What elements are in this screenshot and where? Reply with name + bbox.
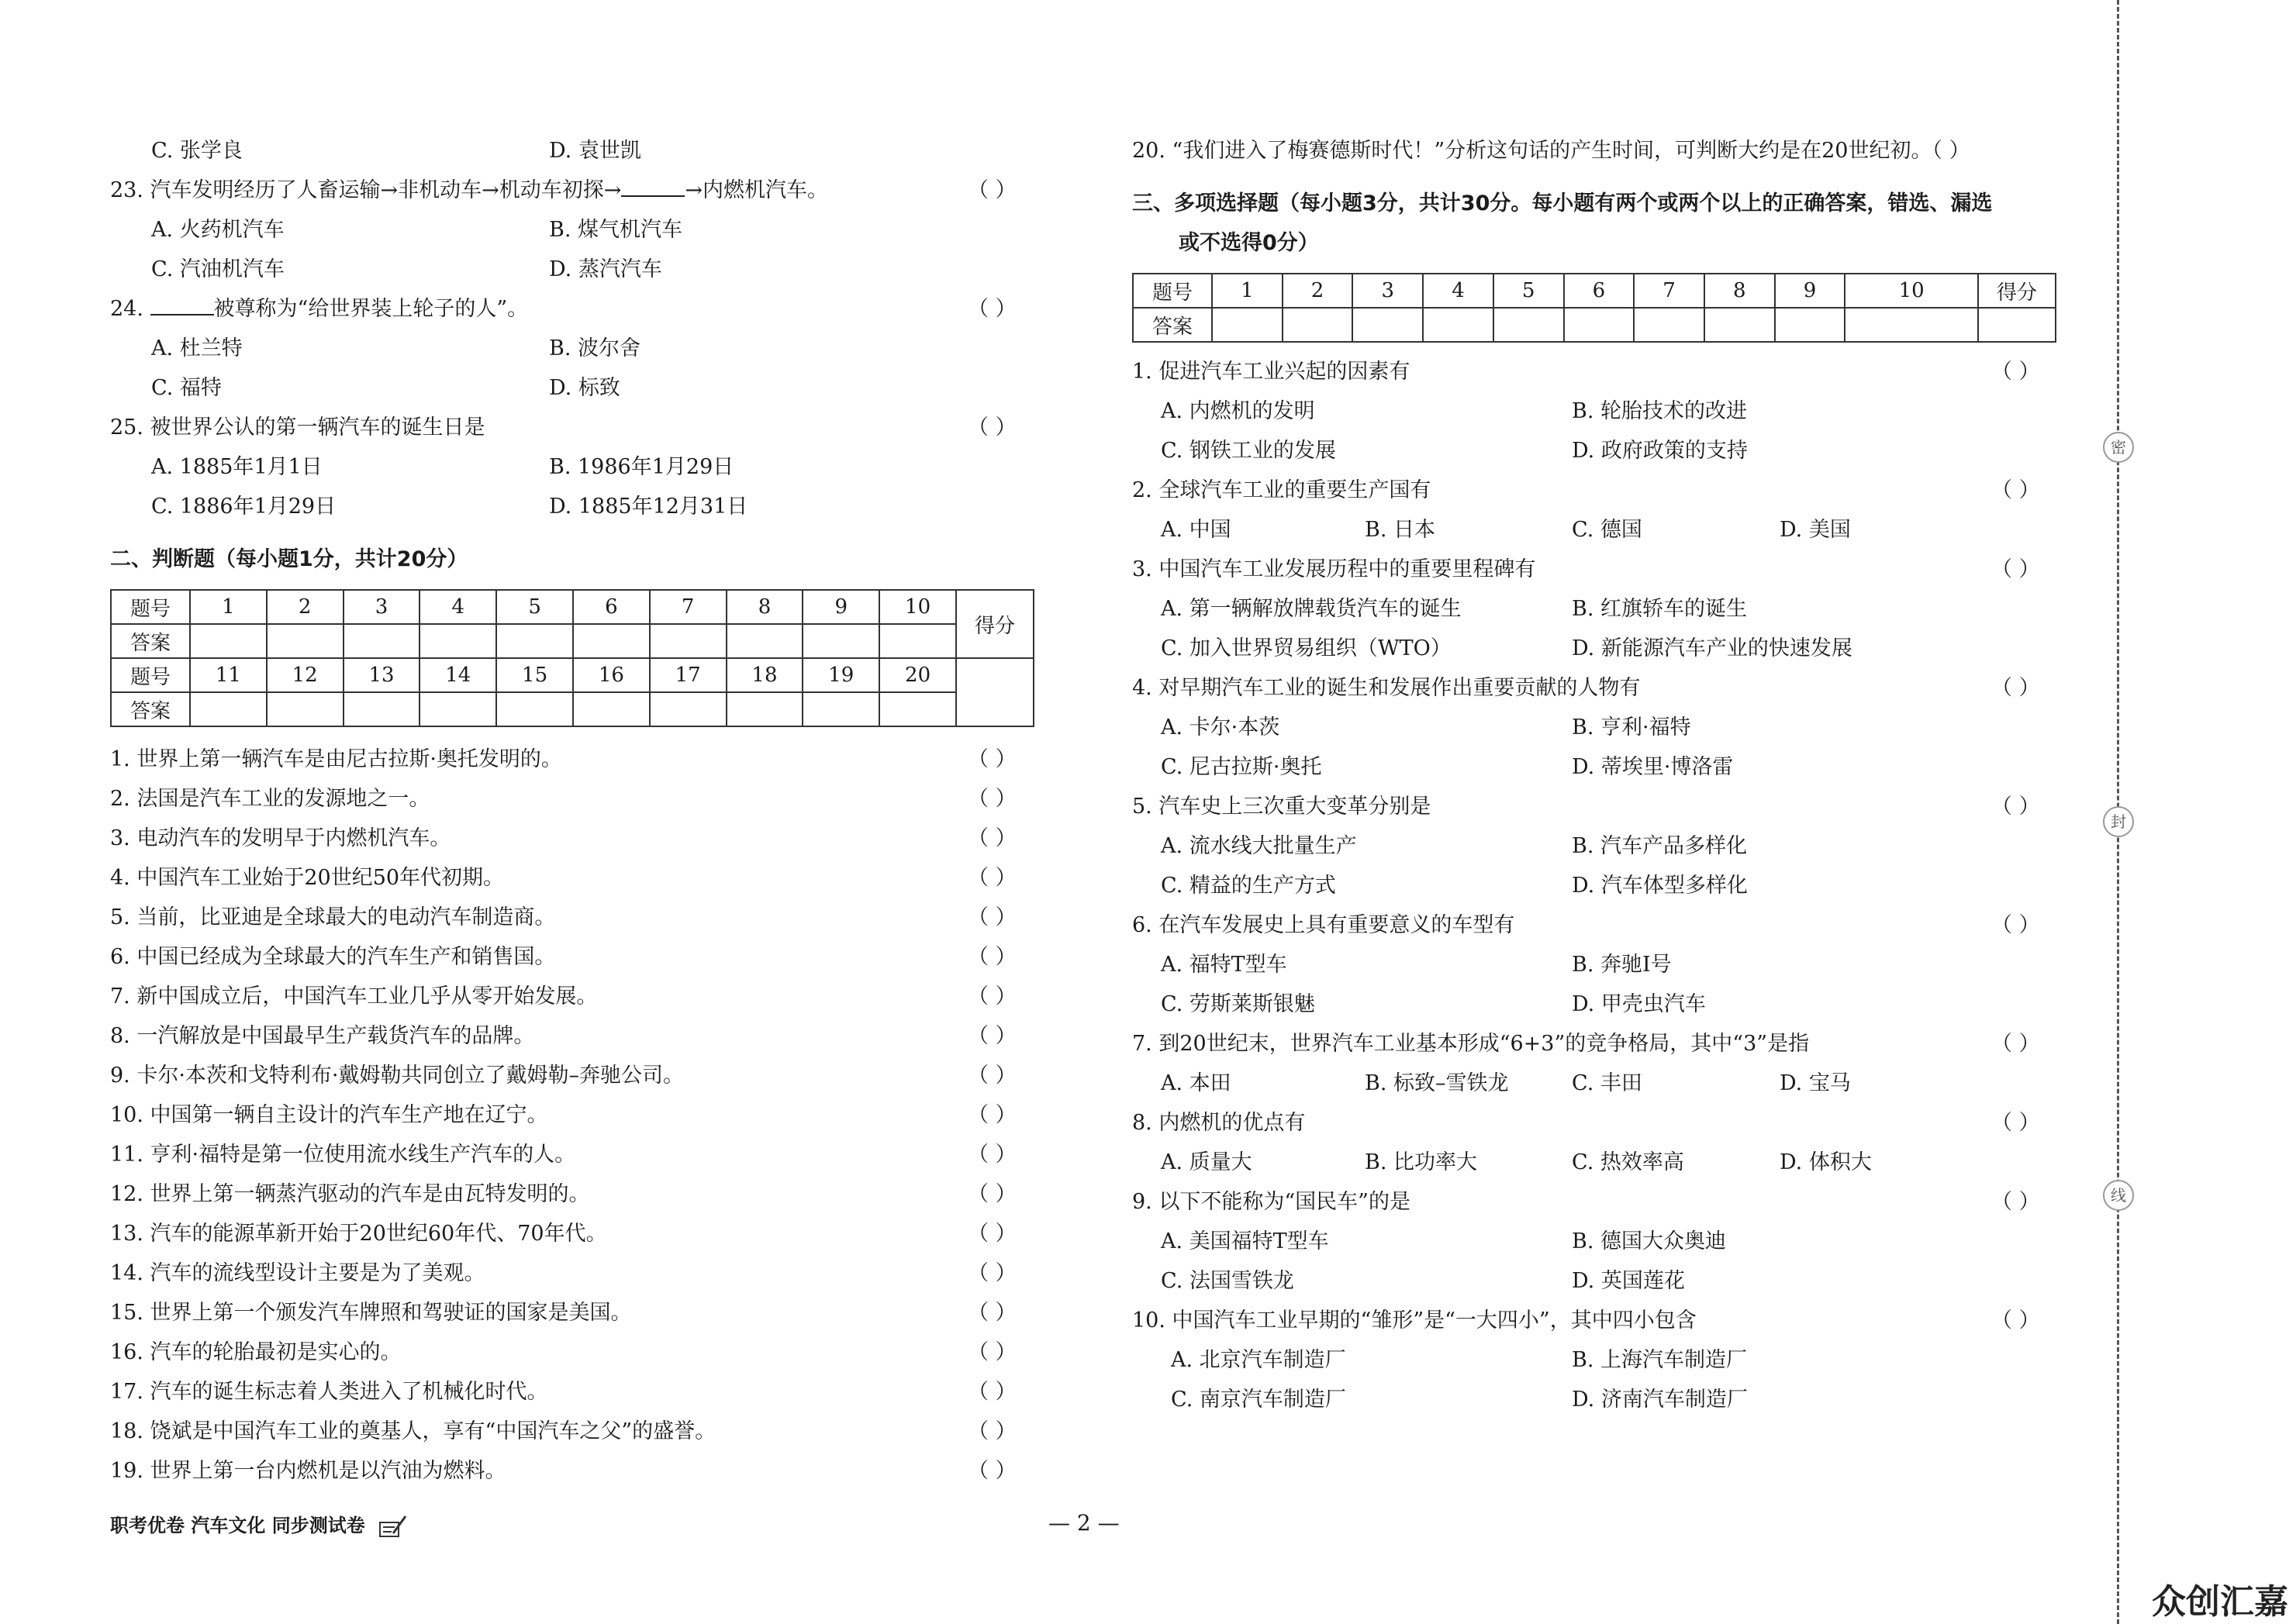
table-cell: 5 — [1493, 274, 1564, 308]
mq-option: D. 汽车体型多样化 — [1572, 874, 1748, 898]
mq-question: 10. 中国汽车工业早期的“雏形”是“一大四小”，其中四小包含 — [1132, 1309, 1697, 1333]
answer-cell[interactable] — [727, 624, 803, 658]
answer-paren[interactable]: （ ） — [1991, 676, 2040, 700]
table-cell: 3 — [344, 590, 420, 624]
answer-cell[interactable] — [344, 624, 420, 658]
answer-cell[interactable] — [1845, 308, 1978, 342]
mq-option: B. 比功率大 — [1365, 1150, 1478, 1174]
judgment-item: 7. 新中国成立后，中国汽车工业几乎从零开始发展。 — [110, 984, 598, 1009]
prev-option-c: C. 张学良 — [151, 139, 243, 163]
answer-cell[interactable] — [1423, 308, 1493, 342]
table-cell: 10 — [879, 590, 956, 624]
q24-option-b: B. 波尔舍 — [549, 336, 641, 360]
table-header-cell: 题号 — [111, 658, 190, 692]
mq-option: C. 加入世界贸易组织（WTO） — [1161, 636, 1452, 660]
table-cell: 1 — [1212, 274, 1283, 308]
table-cell: 14 — [419, 658, 496, 692]
mq-option: D. 蒂埃里·博洛雷 — [1572, 755, 1734, 779]
answer-cell[interactable] — [1493, 308, 1564, 342]
table-header-cell: 题号 — [111, 590, 190, 624]
mq-option: A. 中国 — [1161, 518, 1231, 542]
mq-option: B. 轮胎技术的改进 — [1572, 399, 1748, 423]
table-cell: 20 — [879, 658, 956, 692]
mq-option: C. 热效率高 — [1572, 1150, 1684, 1174]
answer-paren[interactable]: （ ） — [968, 1459, 1017, 1483]
mq-option: A. 卡尔·本茨 — [1161, 715, 1280, 740]
mq-question: 8. 内燃机的优点有 — [1132, 1111, 1306, 1135]
judgment-item: 5. 当前，比亚迪是全球最大的电动汽车制造商。 — [110, 905, 556, 929]
mq-question: 6. 在汽车发展史上具有重要意义的车型有 — [1132, 913, 1515, 937]
answer-cell[interactable] — [1775, 308, 1845, 342]
judgment-item: 1. 世界上第一辆汽车是由尼古拉斯·奥托发明的。 — [110, 747, 562, 771]
mq-option: C. 劳斯莱斯银魅 — [1161, 992, 1315, 1016]
answer-paren[interactable]: （ ） — [1991, 1190, 2040, 1214]
seal-mark: 密 — [2103, 432, 2134, 463]
prev-option-d: D. 袁世凯 — [549, 139, 641, 163]
answer-cell[interactable] — [1564, 308, 1635, 342]
answer-paren[interactable]: （ ） — [968, 747, 1017, 771]
answer-paren[interactable]: （ ） — [1991, 478, 2040, 502]
table-cell: 16 — [573, 658, 650, 692]
mq-question: 7. 到20世纪末，世界汽车工业基本形成“6+3”的竞争格局，其中“3”是指 — [1132, 1032, 1810, 1056]
mq-option: D. 宝马 — [1780, 1071, 1851, 1095]
mq-option: C. 德国 — [1572, 518, 1642, 542]
answer-paren[interactable]: （ ） — [968, 1143, 1017, 1167]
mq-option: B. 奔驰Ⅰ号 — [1572, 953, 1672, 977]
table-row — [111, 590, 1034, 624]
judgment-item: 17. 汽车的诞生标志着人类进入了机械化时代。 — [110, 1380, 548, 1404]
table-cell: 12 — [267, 658, 344, 692]
answer-paren[interactable]: （ ） — [968, 1222, 1017, 1246]
answer-paren[interactable]: （ ） — [968, 866, 1017, 890]
mq-question: 1. 促进汽车工业兴起的因素有 — [1132, 360, 1410, 384]
answer-paren[interactable]: （ ） — [968, 1301, 1017, 1325]
section-2-title: 二、判断题（每小题1分，共计20分） — [110, 547, 468, 571]
table-cell: 6 — [573, 590, 650, 624]
mq-option: B. 亨利·福特 — [1572, 715, 1691, 740]
q24-option-c: C. 福特 — [151, 376, 222, 400]
mq-option: C. 丰田 — [1572, 1071, 1642, 1095]
answer-cell[interactable] — [573, 692, 650, 726]
table-header-cell: 答案 — [1133, 308, 1212, 342]
mq-question: 3. 中国汽车工业发展历程中的重要里程碑有 — [1132, 557, 1536, 581]
mq-option: D. 体积大 — [1780, 1150, 1872, 1174]
table-cell: 13 — [344, 658, 420, 692]
table-cell: 10 — [1845, 274, 1978, 308]
judgment-item: 2. 法国是汽车工业的发源地之一。 — [110, 787, 430, 811]
answer-cell[interactable] — [267, 692, 344, 726]
mq-option: D. 济南汽车制造厂 — [1572, 1388, 1748, 1412]
answer-paren[interactable]: （ ） — [968, 905, 1017, 929]
q25-option-b: B. 1986年1月29日 — [549, 455, 734, 479]
answer-cell[interactable] — [419, 692, 496, 726]
answer-paren[interactable]: （ ） — [968, 1419, 1017, 1443]
answer-paren[interactable]: （ ） — [968, 1024, 1017, 1048]
mq-option: D. 新能源汽车产业的快速发展 — [1572, 636, 1852, 660]
answer-paren[interactable]: （ ） — [1991, 1309, 2040, 1333]
mq-option: B. 日本 — [1365, 518, 1436, 542]
answer-cell[interactable] — [727, 692, 803, 726]
mq-option: A. 美国福特T型车 — [1161, 1229, 1329, 1253]
answer-cell[interactable] — [496, 692, 573, 726]
mq-option: A. 本田 — [1161, 1071, 1231, 1095]
answer-cell[interactable] — [419, 624, 496, 658]
score-label: 得分 — [1978, 274, 2056, 308]
score-cell[interactable] — [956, 658, 1034, 726]
mq-option: D. 英国莲花 — [1572, 1269, 1685, 1293]
mq-option: D. 政府政策的支持 — [1572, 439, 1748, 463]
table-cell: 2 — [1283, 274, 1353, 308]
mq-option: A. 质量大 — [1161, 1150, 1252, 1174]
answer-paren[interactable]: （ ） — [968, 1064, 1017, 1088]
judgment-item: 18. 饶斌是中国汽车工业的奠基人，享有“中国汽车之父”的盛誉。 — [110, 1419, 716, 1443]
q24-option-d: D. 标致 — [549, 376, 620, 400]
answer-paren[interactable]: （ ） — [968, 1103, 1017, 1127]
answer-cell[interactable] — [1704, 308, 1775, 342]
watermark-logo: 众创汇嘉 — [2152, 1582, 2288, 1622]
answer-paren[interactable]: （ ） — [1991, 795, 2040, 819]
judgment-item: 13. 汽车的能源革新开始于20世纪60年代、70年代。 — [110, 1222, 607, 1246]
answer-paren[interactable]: （ ） — [968, 1380, 1017, 1404]
answer-cell[interactable] — [650, 692, 727, 726]
answer-cell[interactable] — [190, 624, 267, 658]
multichoice-answer-table — [1132, 273, 2056, 343]
table-row — [111, 692, 1034, 726]
table-cell: 19 — [803, 658, 879, 692]
mq-option: B. 标致–雪铁龙 — [1365, 1071, 1509, 1095]
q25-option-c: C. 1886年1月29日 — [151, 495, 337, 519]
table-cell: 9 — [803, 590, 879, 624]
question-25: 25. 被世界公认的第一辆汽车的诞生日是 — [110, 415, 485, 440]
mq-option: D. 美国 — [1780, 518, 1851, 542]
answer-cell[interactable] — [1283, 308, 1353, 342]
table-cell: 5 — [496, 590, 573, 624]
table-row — [1133, 274, 2056, 308]
answer-cell[interactable] — [267, 624, 344, 658]
table-row — [111, 624, 1034, 658]
answer-paren[interactable]: （ ） — [968, 826, 1017, 850]
mq-option: C. 精益的生产方式 — [1161, 874, 1336, 898]
mq-option: C. 南京汽车制造厂 — [1171, 1388, 1346, 1412]
answer-paren[interactable]: （ ） — [1991, 1111, 2040, 1135]
judgment-item: 4. 中国汽车工业始于20世纪50年代初期。 — [110, 866, 505, 890]
answer-paren[interactable]: （ ） — [1991, 557, 2040, 581]
table-cell: 4 — [1423, 274, 1493, 308]
question-20: 20. “我们进入了梅赛德斯时代！”分析这句话的产生时间，可判断大约是在20世纪初。（ ） — [1132, 139, 1970, 163]
answer-cell[interactable] — [496, 624, 573, 658]
table-header-cell: 题号 — [1133, 274, 1212, 308]
answer-paren[interactable]: （ ） — [968, 945, 1017, 969]
fill-blank[interactable] — [621, 177, 685, 197]
table-cell: 11 — [190, 658, 267, 692]
table-cell: 9 — [1775, 274, 1845, 308]
fill-blank[interactable] — [150, 295, 214, 315]
answer-paren[interactable]: （ ） — [968, 297, 1017, 321]
q25-option-a: A. 1885年1月1日 — [151, 455, 323, 479]
mq-question: 2. 全球汽车工业的重要生产国有 — [1132, 478, 1431, 502]
answer-cell[interactable] — [1212, 308, 1283, 342]
table-cell: 8 — [727, 590, 803, 624]
q23-option-d: D. 蒸汽汽车 — [549, 257, 662, 281]
table-cell: 15 — [496, 658, 573, 692]
question-23: 23. 汽车发明经历了人畜运输→非机动车→机动车初探→ →内燃机汽车。 — [110, 178, 829, 202]
mq-option: C. 钢铁工业的发展 — [1161, 439, 1336, 463]
table-cell: 6 — [1564, 274, 1635, 308]
answer-paren[interactable]: （ ） — [968, 984, 1017, 1009]
page-number: — 2 — — [1048, 1510, 1120, 1536]
table-row — [111, 658, 1034, 692]
answer-cell[interactable] — [879, 692, 956, 726]
footer-series-title: 职考优卷 汽车文化 同步测试卷 — [110, 1510, 409, 1540]
q24-option-a: A. 杜兰特 — [151, 336, 243, 360]
score-label: 得分 — [956, 590, 1034, 658]
table-cell: 18 — [727, 658, 803, 692]
mq-question: 9. 以下不能称为“国民车”的是 — [1132, 1190, 1410, 1214]
table-cell: 2 — [267, 590, 344, 624]
mq-option: B. 汽车产品多样化 — [1572, 834, 1748, 858]
section-3-title: 三、多项选择题（每小题3分，共计30分。每小题有两个或两个以上的正确答案，错选、漏选 — [1132, 191, 1993, 215]
seal-mark: 线 — [2103, 1180, 2134, 1211]
score-cell[interactable] — [1978, 308, 2056, 342]
judgment-item: 19. 世界上第一台内燃机是以汽油为燃料。 — [110, 1459, 506, 1483]
table-cell: 7 — [650, 590, 727, 624]
table-cell: 17 — [650, 658, 727, 692]
answer-paren[interactable]: （ ） — [1991, 913, 2040, 937]
judgment-item: 14. 汽车的流线型设计主要是为了美观。 — [110, 1261, 485, 1285]
q23-option-b: B. 煤气机汽车 — [549, 218, 683, 242]
mq-option: D. 甲壳虫汽车 — [1572, 992, 1706, 1016]
table-header-cell: 答案 — [111, 692, 190, 726]
question-24: 24. 被尊称为“给世界装上轮子的人”。 — [110, 297, 529, 321]
section-3-title-cont: 或不选得0分） — [1179, 231, 1319, 255]
judgment-item: 15. 世界上第一个颁发汽车牌照和驾驶证的国家是美国。 — [110, 1301, 632, 1325]
answer-paren[interactable]: （ ） — [968, 1340, 1017, 1364]
judgment-item: 11. 亨利·福特是第一位使用流水线生产汽车的人。 — [110, 1143, 576, 1167]
table-cell: 8 — [1704, 274, 1775, 308]
pencil-book-icon — [378, 1513, 409, 1540]
table-header-cell: 答案 — [111, 624, 190, 658]
answer-cell[interactable] — [1352, 308, 1423, 342]
q25-option-d: D. 1885年12月31日 — [549, 495, 748, 519]
judgment-item: 12. 世界上第一辆蒸汽驱动的汽车是由瓦特发明的。 — [110, 1182, 590, 1206]
mq-option: B. 上海汽车制造厂 — [1572, 1348, 1748, 1372]
answer-paren[interactable]: （ ） — [1991, 360, 2040, 384]
answer-cell[interactable] — [1634, 308, 1704, 342]
answer-paren[interactable]: （ ） — [968, 1182, 1017, 1206]
answer-paren[interactable]: （ ） — [1991, 1032, 2040, 1056]
table-cell: 7 — [1634, 274, 1704, 308]
mq-option: C. 法国雪铁龙 — [1161, 1269, 1294, 1293]
q23-option-a: A. 火药机汽车 — [151, 218, 285, 242]
answer-paren[interactable]: （ ） — [968, 415, 1017, 440]
table-cell: 4 — [419, 590, 496, 624]
judgment-answer-table — [110, 589, 1034, 727]
mq-question: 4. 对早期汽车工业的诞生和发展作出重要贡献的人物有 — [1132, 676, 1641, 700]
mq-option: B. 红旗轿车的诞生 — [1572, 597, 1748, 621]
answer-cell[interactable] — [803, 692, 879, 726]
judgment-item: 3. 电动汽车的发明早于内燃机汽车。 — [110, 826, 451, 850]
mq-option: A. 流水线大批量生产 — [1161, 834, 1357, 858]
seal-mark: 封 — [2103, 806, 2134, 837]
answer-cell[interactable] — [650, 624, 727, 658]
table-cell: 3 — [1352, 274, 1423, 308]
answer-paren[interactable]: （ ） — [968, 787, 1017, 811]
mq-option: B. 德国大众奥迪 — [1572, 1229, 1727, 1253]
answer-cell[interactable] — [573, 624, 650, 658]
judgment-item: 10. 中国第一辆自主设计的汽车生产地在辽宁。 — [110, 1103, 548, 1127]
mq-option: A. 内燃机的发明 — [1161, 399, 1315, 423]
answer-cell[interactable] — [190, 692, 267, 726]
mq-question: 5. 汽车史上三次重大变革分别是 — [1132, 795, 1431, 819]
judgment-item: 8. 一汽解放是中国最早生产载货汽车的品牌。 — [110, 1024, 535, 1048]
answer-paren[interactable]: （ ） — [968, 178, 1017, 202]
judgment-item: 9. 卡尔·本茨和戈特利布·戴姆勒共同创立了戴姆勒–奔驰公司。 — [110, 1064, 685, 1088]
mq-option: A. 福特T型车 — [1161, 953, 1287, 977]
mq-option: A. 北京汽车制造厂 — [1171, 1348, 1346, 1372]
q23-option-c: C. 汽油机汽车 — [151, 257, 285, 281]
mq-option: A. 第一辆解放牌载货汽车的诞生 — [1161, 597, 1462, 621]
table-row — [1133, 308, 2056, 342]
judgment-item: 6. 中国已经成为全球最大的汽车生产和销售国。 — [110, 945, 556, 969]
table-cell: 1 — [190, 590, 267, 624]
answer-paren[interactable]: （ ） — [968, 1261, 1017, 1285]
judgment-item: 16. 汽车的轮胎最初是实心的。 — [110, 1340, 402, 1364]
mq-option: C. 尼古拉斯·奥托 — [1161, 755, 1322, 779]
answer-cell[interactable] — [879, 624, 956, 658]
answer-cell[interactable] — [803, 624, 879, 658]
answer-cell[interactable] — [344, 692, 420, 726]
